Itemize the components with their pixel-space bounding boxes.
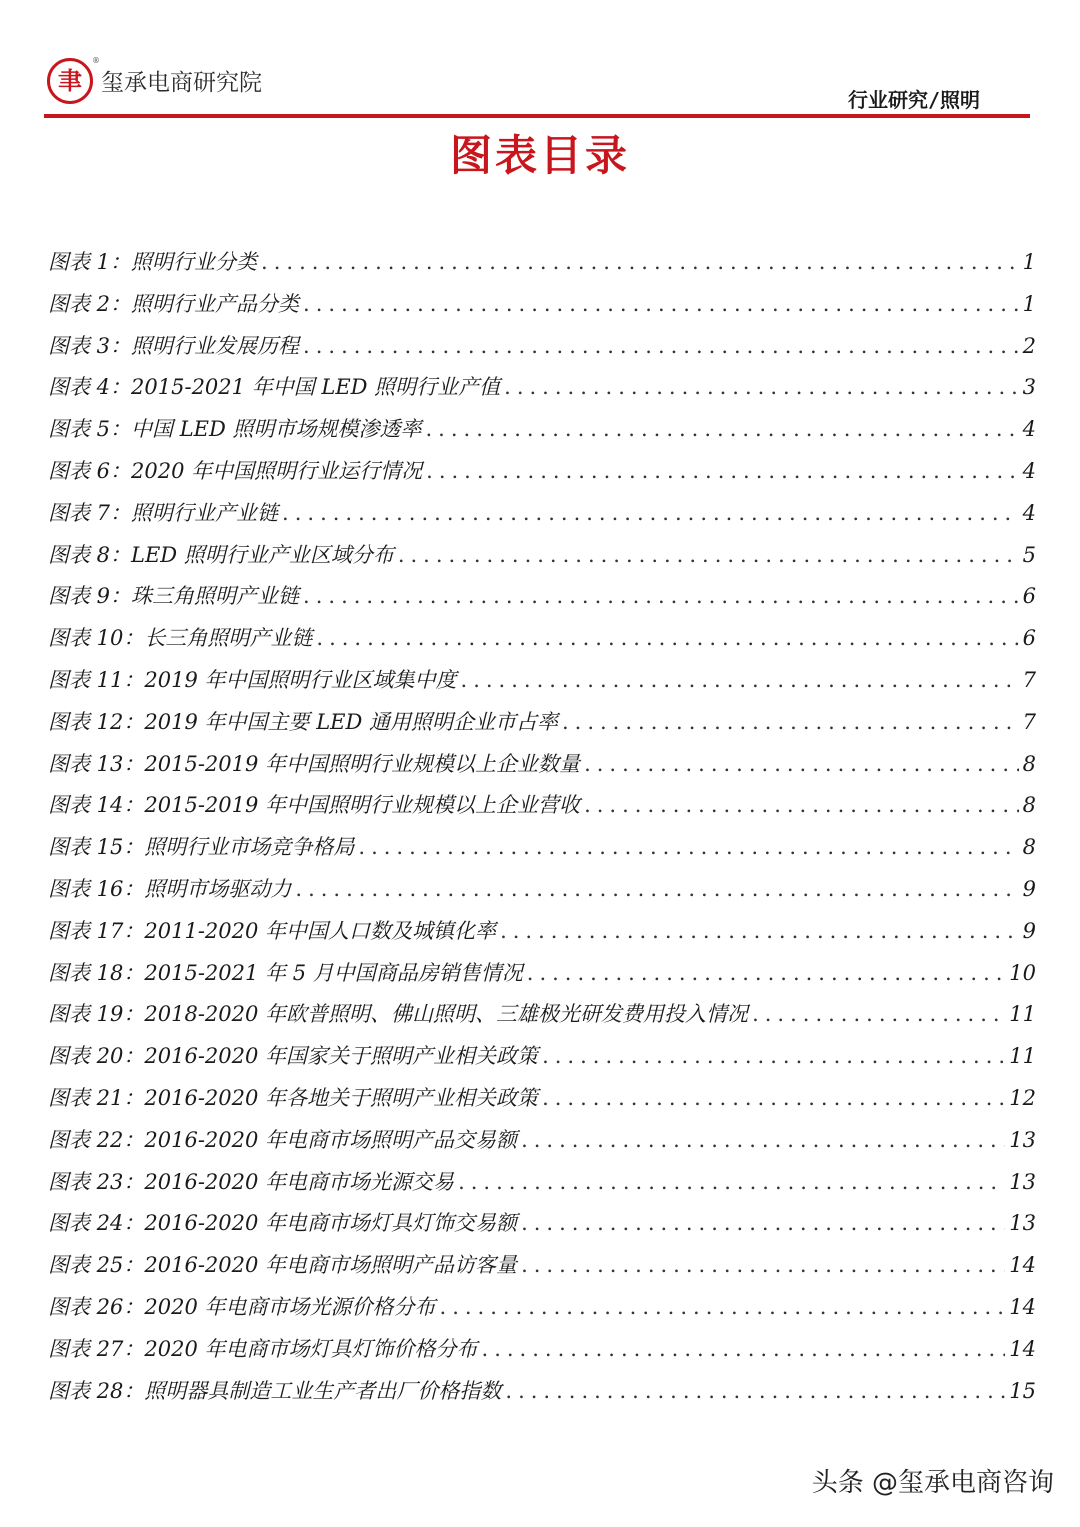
toc-entry-page: 8 [1022, 751, 1036, 776]
toc-entry[interactable] [48, 539, 1038, 581]
toc-entry-page: 4 [1022, 417, 1036, 442]
toc-leader-dots [505, 1379, 1005, 1403]
toc-entry-page: 1 [1022, 250, 1036, 274]
toc-leader-dots [584, 752, 1019, 776]
toc-entry-page: 14 [1009, 1336, 1036, 1361]
page-header [0, 0, 1080, 125]
toc-entry-page: 1 [1022, 291, 1036, 316]
toc-entry-page: 11 [1009, 1044, 1036, 1069]
toc-leader-dots [316, 626, 1018, 650]
toc-entry-label: 图表 1：照明行业分类 [48, 250, 258, 274]
toc-entry-label: 图表 12：2019 年中国主要 LED 通用照明企业市占率 [48, 709, 558, 734]
toc-entry-label: 图表 26：2020 年电商市场光源价格分布 [48, 1294, 436, 1319]
toc-leader-dots [426, 459, 1018, 483]
toc-leader-dots [358, 835, 1018, 859]
toc-leader-dots [527, 961, 1006, 985]
toc-entry-label: 图表 18：2015-2021 年 5 月中国商品房销售情况 [48, 960, 523, 985]
toc-entry-page: 12 [1009, 1085, 1036, 1110]
toc-entry[interactable] [48, 957, 1038, 999]
toc-leader-dots [295, 877, 1018, 901]
toc-entry[interactable] [48, 1333, 1038, 1375]
toc-entry[interactable] [48, 580, 1038, 622]
toc-leader-dots [461, 668, 1019, 692]
toc-entry[interactable] [48, 789, 1038, 831]
toc-entry-label: 图表 10：长三角照明产业链 [48, 626, 313, 651]
toc-entry[interactable] [48, 1082, 1038, 1124]
toc-entry-page: 14 [1009, 1253, 1036, 1278]
toc-leader-dots [542, 1086, 1005, 1110]
toc-entry-page: 7 [1022, 667, 1036, 692]
toc-entry-label: 图表 14：2015-2019 年中国照明行业规模以上企业营收 [48, 793, 581, 818]
toc-entry-label: 图表 16：照明市场驱动力 [48, 876, 292, 901]
toc-entry-page: 6 [1022, 584, 1036, 609]
toc-entry-label: 图表 19：2018-2020 年欧普照明、佛山照明、三雄极光研发费用投入情况 [48, 1002, 749, 1027]
toc-entry[interactable] [48, 622, 1038, 664]
toc-leader-dots [440, 1295, 1006, 1319]
toc-entry[interactable] [48, 497, 1038, 539]
toc-entry[interactable] [48, 748, 1038, 790]
toc-entry[interactable] [48, 1124, 1038, 1166]
toc-entry[interactable] [48, 455, 1038, 497]
toc-entry-label: 图表 25：2016-2020 年电商市场照明产品访客量 [48, 1253, 518, 1278]
toc-entry-label: 图表 20：2016-2020 年国家关于照明产业相关政策 [48, 1044, 539, 1069]
toc-entry-page: 5 [1022, 542, 1036, 567]
toc-leader-dots [500, 919, 1019, 943]
toc-entry[interactable] [48, 246, 1038, 288]
logo-seal-icon [47, 58, 93, 104]
registered-mark: ® [92, 56, 100, 65]
toc-entry-label: 图表 3：照明行业发展历程 [48, 333, 300, 358]
toc-leader-dots [398, 543, 1019, 567]
toc-entry[interactable] [48, 1375, 1038, 1417]
toc-leader-dots [426, 417, 1019, 441]
watermark: 头条 @玺承电商咨询 [811, 1468, 1054, 1498]
toc-entry[interactable] [48, 664, 1038, 706]
toc-leader-dots [303, 292, 1019, 316]
toc-entry[interactable] [48, 1291, 1038, 1333]
toc-entry-label: 图表 7：照明行业产业链 [48, 500, 279, 525]
toc-entry[interactable] [48, 873, 1038, 915]
toc-entry-label: 图表 21：2016-2020 年各地关于照明产业相关政策 [48, 1085, 539, 1110]
toc-leader-dots [521, 1211, 1005, 1235]
toc-leader-dots [261, 250, 1019, 274]
toc-leader-dots [521, 1253, 1005, 1277]
table-of-contents [48, 246, 1038, 1416]
toc-entry-label: 图表 2：照明行业产品分类 [48, 291, 300, 316]
page-title: 图表目录 [449, 131, 630, 180]
toc-entry-label: 图表 6：2020 年中国照明行业运行情况 [48, 458, 423, 483]
logo-glyph: 聿 [58, 66, 82, 95]
toc-entry[interactable] [48, 831, 1038, 873]
toc-entry-label: 图表 4：2015-2021 年中国 LED 照明行业产值 [48, 375, 501, 400]
toc-entry[interactable] [48, 330, 1038, 372]
toc-entry-label: 图表 11：2019 年中国照明行业区域集中度 [48, 667, 457, 692]
logo-text: 玺承电商研究院 [101, 70, 262, 96]
toc-entry-label: 图表 15：照明行业市场竞争格局 [48, 835, 355, 860]
toc-leader-dots [752, 1002, 1005, 1026]
toc-entry[interactable] [48, 915, 1038, 957]
toc-entry-label: 图表 13：2015-2019 年中国照明行业规模以上企业数量 [48, 751, 581, 776]
toc-entry-label: 图表 9：珠三角照明产业链 [48, 584, 300, 609]
section-label: 行业研究/照明 [847, 88, 980, 112]
toc-entry-page: 14 [1009, 1294, 1036, 1319]
toc-entry-page: 15 [1009, 1378, 1036, 1403]
toc-entry[interactable] [48, 413, 1038, 455]
toc-leader-dots [282, 501, 1019, 525]
toc-entry-label: 图表 17：2011-2020 年中国人口数及城镇化率 [48, 918, 497, 943]
toc-entry[interactable] [48, 288, 1038, 330]
toc-entry-page: 2 [1022, 333, 1036, 358]
toc-leader-dots [504, 375, 1018, 399]
toc-entry-page: 8 [1022, 835, 1036, 860]
toc-entry-page: 13 [1009, 1211, 1036, 1236]
toc-entry-label: 图表 22：2016-2020 年电商市场照明产品交易额 [48, 1127, 518, 1152]
toc-leader-dots [303, 584, 1019, 608]
toc-leader-dots [482, 1337, 1006, 1361]
toc-entry[interactable] [48, 1040, 1038, 1082]
toc-entry-page: 11 [1009, 1002, 1036, 1027]
toc-leader-dots [303, 334, 1019, 358]
toc-leader-dots [521, 1128, 1005, 1152]
toc-entry-page: 8 [1022, 793, 1036, 818]
toc-entry[interactable] [48, 998, 1038, 1040]
toc-entry-label: 图表 27：2020 年电商市场灯具灯饰价格分布 [48, 1336, 478, 1361]
toc-leader-dots [542, 1044, 1005, 1068]
toc-entry-page: 6 [1022, 626, 1036, 651]
toc-entry-page: 4 [1022, 458, 1036, 483]
toc-entry-page: 9 [1022, 918, 1036, 943]
toc-entry[interactable] [48, 1249, 1038, 1291]
toc-leader-dots [562, 710, 1019, 734]
toc-entry-page: 3 [1022, 375, 1036, 400]
toc-entry[interactable] [48, 1166, 1038, 1208]
toc-entry[interactable] [48, 1207, 1038, 1249]
toc-entry-page: 7 [1022, 709, 1036, 734]
toc-entry-page: 10 [1009, 960, 1036, 985]
toc-entry-label: 图表 5：中国 LED 照明市场规模渗透率 [48, 417, 422, 442]
header-divider [44, 114, 1030, 118]
toc-leader-dots [584, 793, 1019, 817]
toc-entry[interactable] [48, 706, 1038, 748]
toc-entry-page: 13 [1009, 1169, 1036, 1194]
toc-entry-page: 4 [1022, 500, 1036, 525]
toc-entry-label: 图表 8：LED 照明行业产业区域分布 [48, 542, 394, 567]
toc-entry-page: 9 [1022, 876, 1036, 901]
toc-entry[interactable] [48, 371, 1038, 413]
toc-entry-label: 图表 24：2016-2020 年电商市场灯具灯饰交易额 [48, 1211, 518, 1236]
toc-entry-label: 图表 23：2016-2020 年电商市场光源交易 [48, 1169, 455, 1194]
toc-entry-label: 图表 28：照明器具制造工业生产者出厂价格指数 [48, 1378, 502, 1403]
toc-leader-dots [458, 1170, 1005, 1194]
toc-entry-page: 13 [1009, 1127, 1036, 1152]
